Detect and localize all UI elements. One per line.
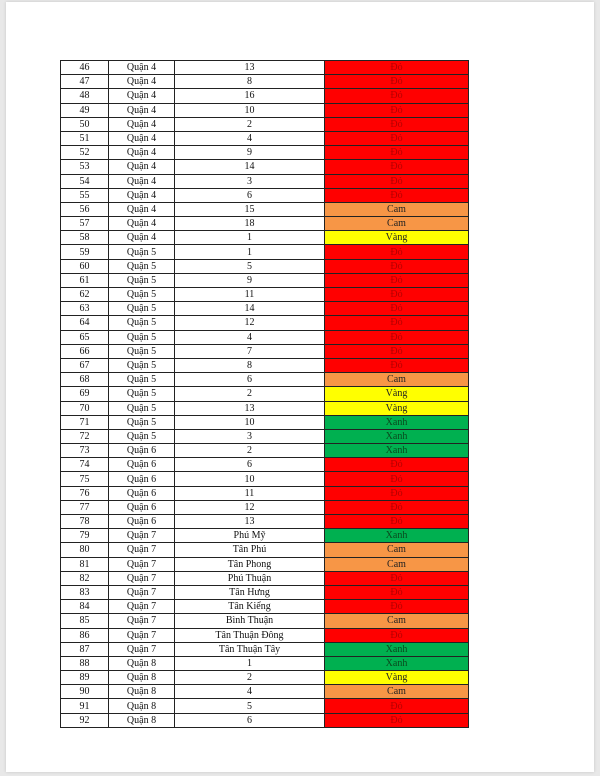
ward-cell: 5 — [175, 699, 325, 713]
table-row — [61, 642, 469, 656]
stt-cell: 57 — [61, 217, 109, 231]
ward-cell: 11 — [175, 486, 325, 500]
district-cell: Quận 4 — [109, 146, 175, 160]
district-cell: Quận 4 — [109, 160, 175, 174]
level-cell: Cam — [325, 373, 469, 387]
ward-cell: 10 — [175, 103, 325, 117]
document-page — [6, 2, 594, 772]
stt-cell: 90 — [61, 685, 109, 699]
ward-cell: 9 — [175, 146, 325, 160]
level-cell: Đỏ — [325, 75, 469, 89]
level-cell: Cam — [325, 202, 469, 216]
ward-cell: Tân Phú — [175, 543, 325, 557]
table-row — [61, 231, 469, 245]
stt-cell: 67 — [61, 358, 109, 372]
district-cell: Quận 4 — [109, 174, 175, 188]
level-cell: Vàng — [325, 671, 469, 685]
stt-cell: 50 — [61, 117, 109, 131]
table-row — [61, 188, 469, 202]
level-cell: Đỏ — [325, 302, 469, 316]
stt-cell: 60 — [61, 259, 109, 273]
district-cell: Quận 8 — [109, 671, 175, 685]
stt-cell: 62 — [61, 288, 109, 302]
table-row — [61, 174, 469, 188]
level-cell: Đỏ — [325, 61, 469, 75]
stt-cell: 89 — [61, 671, 109, 685]
level-cell: Xanh — [325, 415, 469, 429]
stt-cell: 53 — [61, 160, 109, 174]
stt-cell: 91 — [61, 699, 109, 713]
stt-cell: 68 — [61, 373, 109, 387]
level-cell: Đỏ — [325, 259, 469, 273]
stt-cell: 70 — [61, 401, 109, 415]
ward-cell: Tân Thuận Đông — [175, 628, 325, 642]
ward-cell: Tân Thuận Tây — [175, 642, 325, 656]
ward-cell: 8 — [175, 358, 325, 372]
stt-cell: 88 — [61, 656, 109, 670]
stt-cell: 63 — [61, 302, 109, 316]
table-row — [61, 344, 469, 358]
table-row — [61, 415, 469, 429]
district-cell: Quận 5 — [109, 259, 175, 273]
stt-cell: 78 — [61, 515, 109, 529]
table-row — [61, 671, 469, 685]
level-cell: Xanh — [325, 656, 469, 670]
table-row — [61, 571, 469, 585]
stt-cell: 83 — [61, 585, 109, 599]
stt-cell: 92 — [61, 713, 109, 727]
ward-cell: 3 — [175, 174, 325, 188]
district-cell: Quận 4 — [109, 231, 175, 245]
ward-cell: 1 — [175, 656, 325, 670]
table-row — [61, 656, 469, 670]
ward-cell: 16 — [175, 89, 325, 103]
district-cell: Quận 8 — [109, 656, 175, 670]
table-row — [61, 614, 469, 628]
district-cell: Quận 4 — [109, 217, 175, 231]
ward-cell: 6 — [175, 373, 325, 387]
table-row — [61, 685, 469, 699]
level-cell: Vàng — [325, 231, 469, 245]
district-cell: Quận 6 — [109, 444, 175, 458]
stt-cell: 82 — [61, 571, 109, 585]
level-cell: Đỏ — [325, 89, 469, 103]
stt-cell: 56 — [61, 202, 109, 216]
level-cell: Đỏ — [325, 103, 469, 117]
level-cell: Cam — [325, 543, 469, 557]
stt-cell: 64 — [61, 316, 109, 330]
district-cell: Quận 7 — [109, 585, 175, 599]
table-row — [61, 628, 469, 642]
table-row — [61, 529, 469, 543]
stt-cell: 74 — [61, 458, 109, 472]
table-row — [61, 131, 469, 145]
stt-cell: 47 — [61, 75, 109, 89]
table-row — [61, 217, 469, 231]
district-cell: Quận 6 — [109, 515, 175, 529]
level-cell: Đỏ — [325, 245, 469, 259]
level-cell: Đỏ — [325, 458, 469, 472]
ward-cell: 12 — [175, 316, 325, 330]
table-row — [61, 600, 469, 614]
stt-cell: 87 — [61, 642, 109, 656]
table-row — [61, 202, 469, 216]
ward-cell: 12 — [175, 500, 325, 514]
ward-cell: 5 — [175, 259, 325, 273]
level-cell: Đỏ — [325, 571, 469, 585]
district-cell: Quận 7 — [109, 600, 175, 614]
level-cell: Đỏ — [325, 117, 469, 131]
stt-cell: 55 — [61, 188, 109, 202]
table-row — [61, 302, 469, 316]
ward-cell: 2 — [175, 387, 325, 401]
stt-cell: 61 — [61, 273, 109, 287]
table-row — [61, 486, 469, 500]
district-cell: Quận 6 — [109, 500, 175, 514]
level-cell: Cam — [325, 614, 469, 628]
district-cell: Quận 5 — [109, 401, 175, 415]
table-row — [61, 713, 469, 727]
stt-cell: 75 — [61, 472, 109, 486]
stt-cell: 72 — [61, 429, 109, 443]
ward-cell: Bình Thuận — [175, 614, 325, 628]
stt-cell: 58 — [61, 231, 109, 245]
stt-cell: 66 — [61, 344, 109, 358]
level-cell: Vàng — [325, 387, 469, 401]
district-cell: Quận 4 — [109, 202, 175, 216]
level-cell: Đỏ — [325, 316, 469, 330]
district-cell: Quận 8 — [109, 685, 175, 699]
stt-cell: 73 — [61, 444, 109, 458]
table-row — [61, 146, 469, 160]
table-row — [61, 316, 469, 330]
district-cell: Quận 4 — [109, 75, 175, 89]
ward-cell: 7 — [175, 344, 325, 358]
table-row — [61, 288, 469, 302]
ward-cell: 6 — [175, 713, 325, 727]
table-row — [61, 472, 469, 486]
district-cell: Quận 7 — [109, 557, 175, 571]
level-cell: Đỏ — [325, 515, 469, 529]
table-row — [61, 373, 469, 387]
ward-cell: 6 — [175, 188, 325, 202]
stt-cell: 76 — [61, 486, 109, 500]
level-cell: Xanh — [325, 529, 469, 543]
stt-cell: 81 — [61, 557, 109, 571]
district-cell: Quận 7 — [109, 614, 175, 628]
table-row — [61, 557, 469, 571]
table-row — [61, 500, 469, 514]
ward-cell: 14 — [175, 302, 325, 316]
district-cell: Quận 5 — [109, 302, 175, 316]
ward-cell: 4 — [175, 330, 325, 344]
table-row — [61, 330, 469, 344]
table-row — [61, 117, 469, 131]
district-cell: Quận 4 — [109, 103, 175, 117]
level-cell: Đỏ — [325, 472, 469, 486]
level-cell: Xanh — [325, 444, 469, 458]
table-row — [61, 387, 469, 401]
ward-cell: 9 — [175, 273, 325, 287]
district-cell: Quận 5 — [109, 429, 175, 443]
district-cell: Quận 7 — [109, 543, 175, 557]
stt-cell: 80 — [61, 543, 109, 557]
district-cell: Quận 6 — [109, 458, 175, 472]
table-row — [61, 273, 469, 287]
stt-cell: 52 — [61, 146, 109, 160]
ward-cell: 10 — [175, 415, 325, 429]
level-cell: Đỏ — [325, 188, 469, 202]
district-cell: Quận 7 — [109, 628, 175, 642]
district-cell: Quận 6 — [109, 486, 175, 500]
district-cell: Quận 4 — [109, 89, 175, 103]
table-row — [61, 89, 469, 103]
level-cell: Xanh — [325, 429, 469, 443]
district-cell: Quận 7 — [109, 529, 175, 543]
level-cell: Đỏ — [325, 358, 469, 372]
table-row — [61, 75, 469, 89]
level-cell: Đỏ — [325, 486, 469, 500]
level-cell: Đỏ — [325, 131, 469, 145]
level-cell: Đỏ — [325, 699, 469, 713]
ward-risk-table — [60, 60, 469, 728]
stt-cell: 54 — [61, 174, 109, 188]
table-row — [61, 444, 469, 458]
ward-cell: 2 — [175, 671, 325, 685]
district-cell: Quận 8 — [109, 713, 175, 727]
level-cell: Đỏ — [325, 174, 469, 188]
district-cell: Quận 5 — [109, 316, 175, 330]
stt-cell: 71 — [61, 415, 109, 429]
level-cell: Cam — [325, 685, 469, 699]
ward-cell: Tân Kiểng — [175, 600, 325, 614]
level-cell: Đỏ — [325, 146, 469, 160]
stt-cell: 59 — [61, 245, 109, 259]
ward-cell: Tân Hưng — [175, 585, 325, 599]
stt-cell: 51 — [61, 131, 109, 145]
table-body — [61, 61, 469, 728]
level-cell: Đỏ — [325, 585, 469, 599]
stt-cell: 49 — [61, 103, 109, 117]
ward-cell: 8 — [175, 75, 325, 89]
ward-cell: 2 — [175, 444, 325, 458]
ward-cell: 4 — [175, 685, 325, 699]
ward-cell: Phú Mỹ — [175, 529, 325, 543]
ward-cell: 18 — [175, 217, 325, 231]
level-cell: Đỏ — [325, 500, 469, 514]
ward-cell: 4 — [175, 131, 325, 145]
district-cell: Quận 5 — [109, 344, 175, 358]
ward-cell: Phú Thuận — [175, 571, 325, 585]
table-row — [61, 61, 469, 75]
stt-cell: 85 — [61, 614, 109, 628]
level-cell: Đỏ — [325, 628, 469, 642]
table-row — [61, 401, 469, 415]
district-cell: Quận 7 — [109, 642, 175, 656]
level-cell: Đỏ — [325, 600, 469, 614]
district-cell: Quận 7 — [109, 571, 175, 585]
table-row — [61, 515, 469, 529]
district-cell: Quận 5 — [109, 373, 175, 387]
stt-cell: 48 — [61, 89, 109, 103]
ward-cell: 6 — [175, 458, 325, 472]
table-row — [61, 160, 469, 174]
district-cell: Quận 4 — [109, 188, 175, 202]
district-cell: Quận 6 — [109, 472, 175, 486]
ward-cell: 15 — [175, 202, 325, 216]
level-cell: Cam — [325, 557, 469, 571]
district-cell: Quận 5 — [109, 330, 175, 344]
ward-cell: 13 — [175, 61, 325, 75]
ward-cell: 1 — [175, 231, 325, 245]
district-cell: Quận 5 — [109, 245, 175, 259]
table-row — [61, 358, 469, 372]
level-cell: Đỏ — [325, 288, 469, 302]
level-cell: Đỏ — [325, 273, 469, 287]
district-cell: Quận 5 — [109, 387, 175, 401]
level-cell: Cam — [325, 217, 469, 231]
level-cell: Đỏ — [325, 713, 469, 727]
stt-cell: 46 — [61, 61, 109, 75]
stt-cell: 65 — [61, 330, 109, 344]
table-row — [61, 103, 469, 117]
table-row — [61, 429, 469, 443]
stt-cell: 69 — [61, 387, 109, 401]
district-cell: Quận 5 — [109, 288, 175, 302]
level-cell: Đỏ — [325, 344, 469, 358]
stt-cell: 79 — [61, 529, 109, 543]
stt-cell: 86 — [61, 628, 109, 642]
level-cell: Vàng — [325, 401, 469, 415]
stt-cell: 84 — [61, 600, 109, 614]
ward-cell: 2 — [175, 117, 325, 131]
stt-cell: 77 — [61, 500, 109, 514]
level-cell: Đỏ — [325, 160, 469, 174]
district-cell: Quận 8 — [109, 699, 175, 713]
ward-cell: 13 — [175, 401, 325, 415]
table-row — [61, 458, 469, 472]
district-cell: Quận 5 — [109, 273, 175, 287]
ward-cell: 13 — [175, 515, 325, 529]
district-cell: Quận 4 — [109, 117, 175, 131]
ward-cell: 11 — [175, 288, 325, 302]
level-cell: Đỏ — [325, 330, 469, 344]
district-cell: Quận 5 — [109, 415, 175, 429]
table-row — [61, 543, 469, 557]
district-cell: Quận 4 — [109, 61, 175, 75]
table-row — [61, 245, 469, 259]
table-row — [61, 699, 469, 713]
ward-cell: 14 — [175, 160, 325, 174]
ward-cell: 10 — [175, 472, 325, 486]
ward-cell: Tân Phong — [175, 557, 325, 571]
table-row — [61, 259, 469, 273]
district-cell: Quận 5 — [109, 358, 175, 372]
table-row — [61, 585, 469, 599]
district-cell: Quận 4 — [109, 131, 175, 145]
level-cell: Xanh — [325, 642, 469, 656]
ward-cell: 3 — [175, 429, 325, 443]
ward-cell: 1 — [175, 245, 325, 259]
